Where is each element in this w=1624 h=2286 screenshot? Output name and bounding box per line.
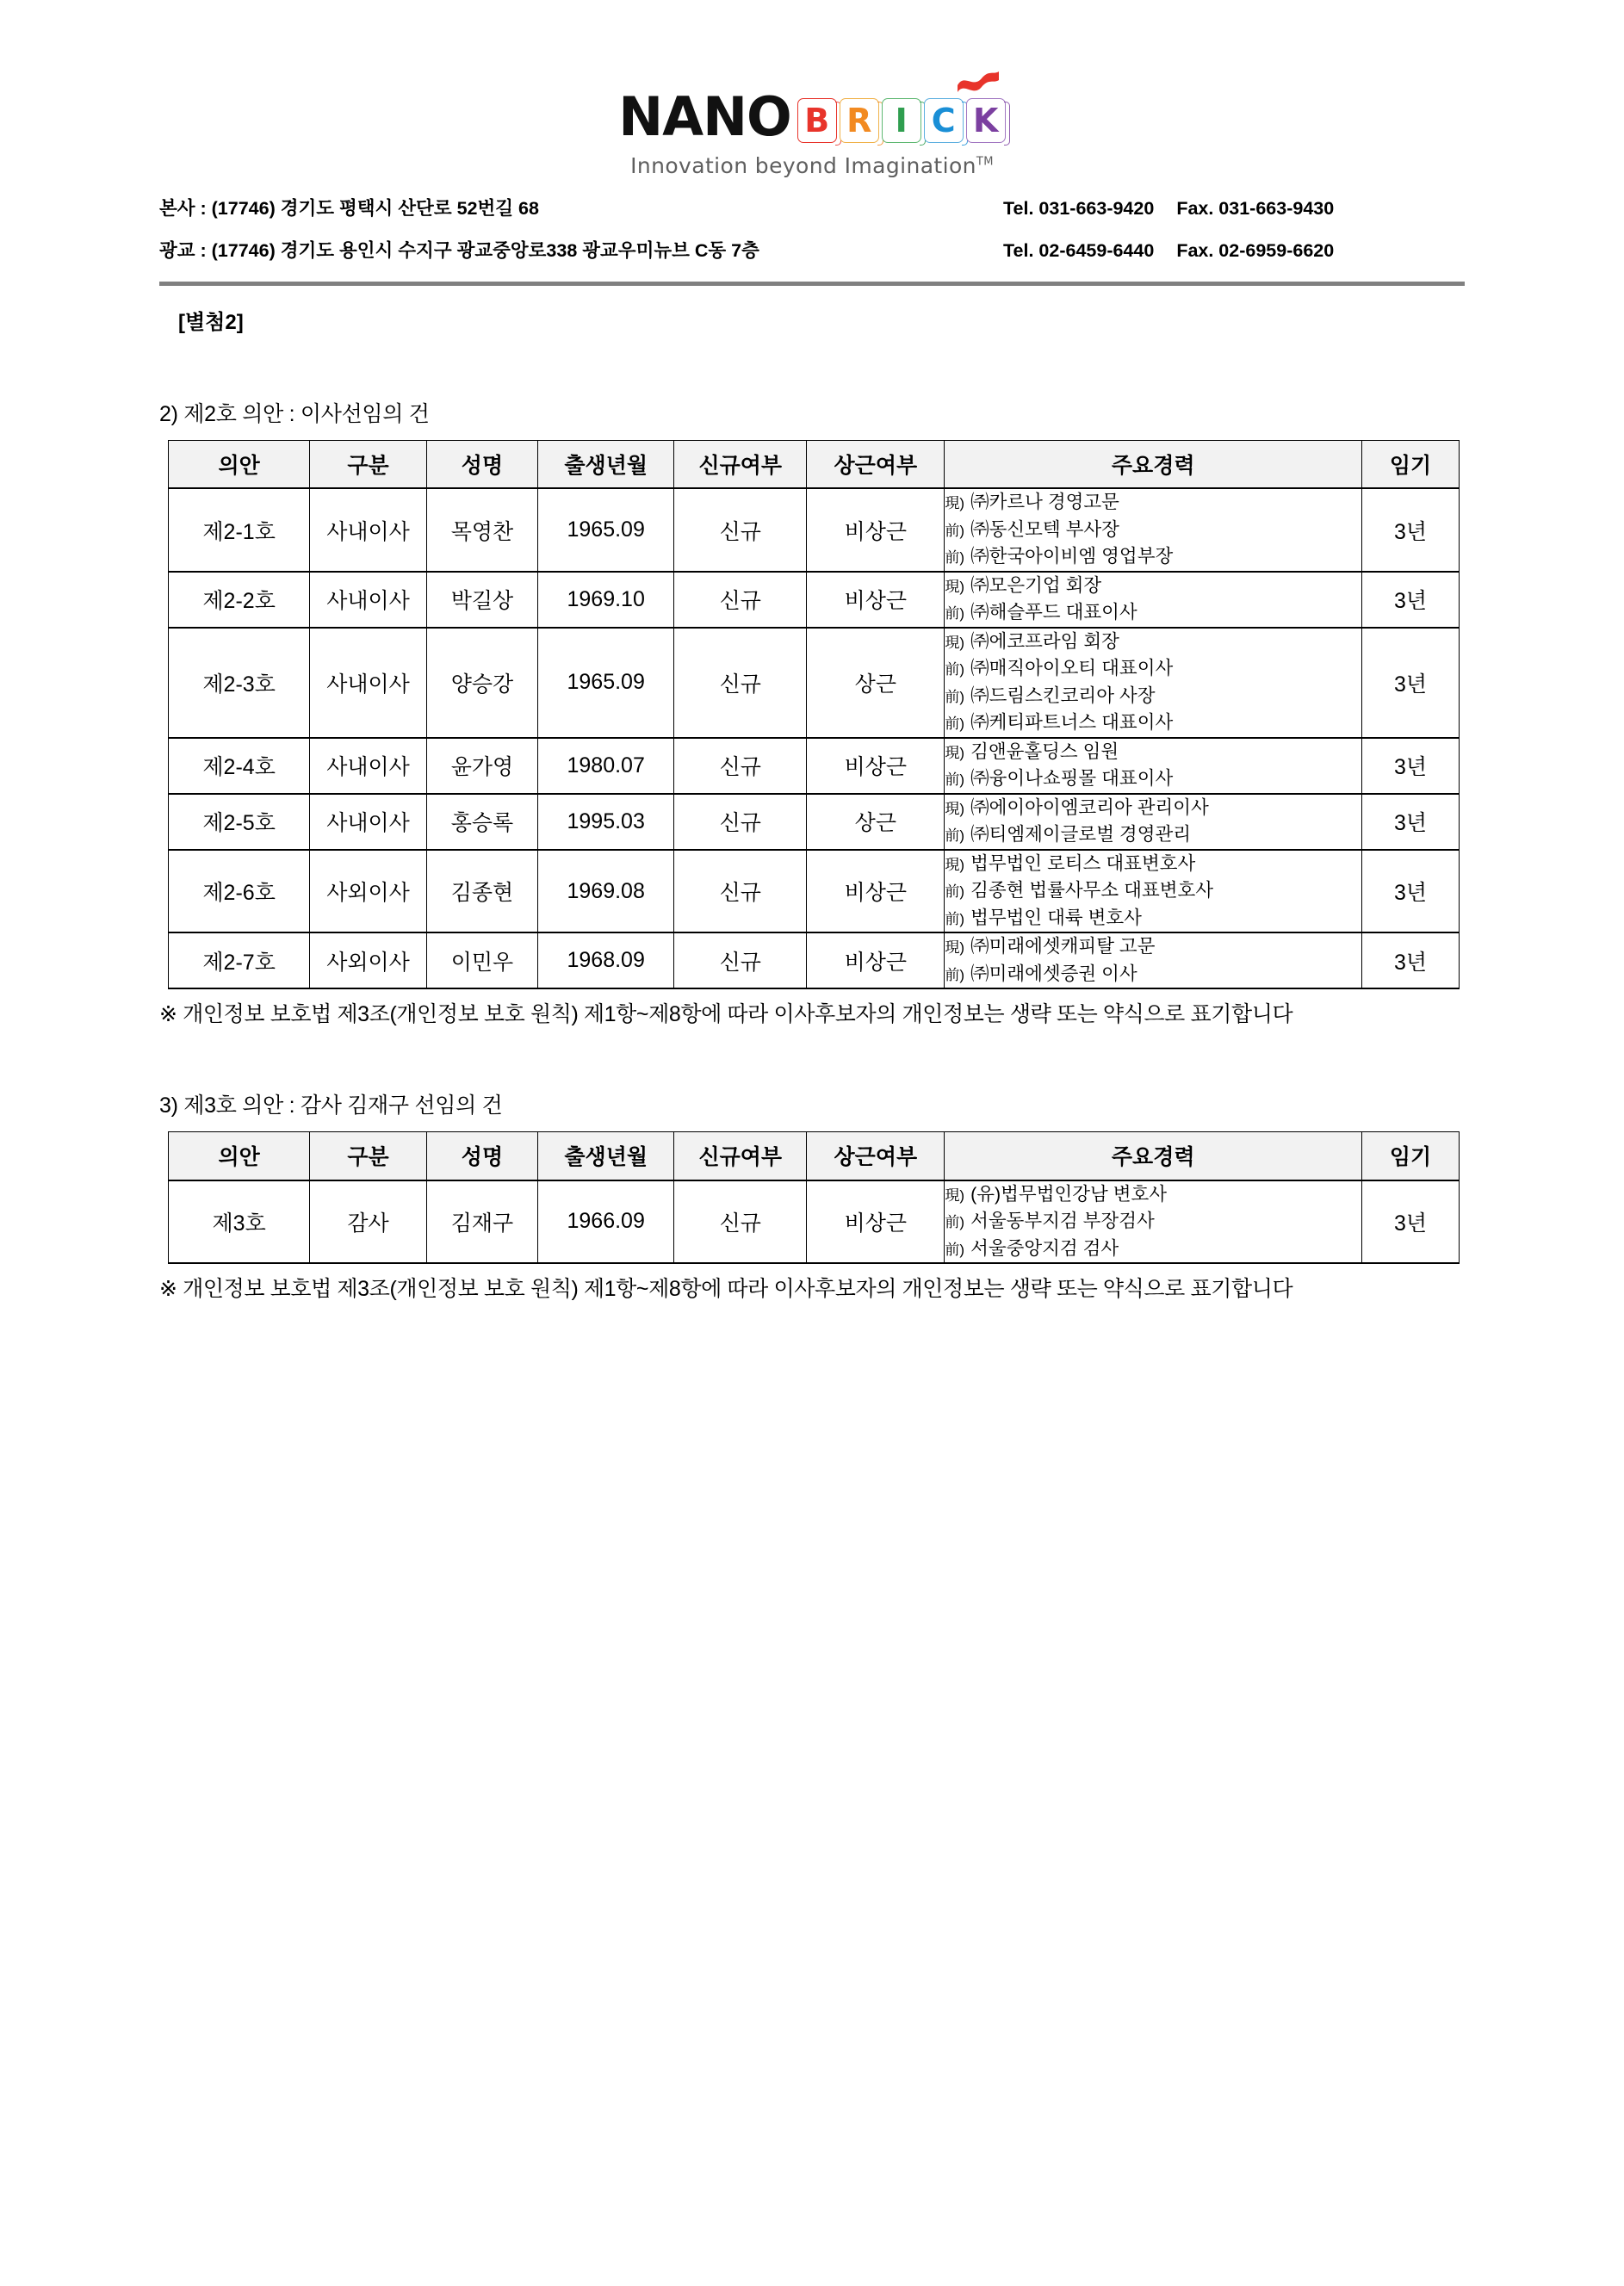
cell-name: 박길상 bbox=[426, 572, 537, 628]
career-line bbox=[945, 517, 1361, 544]
cell-type: 사외이사 bbox=[310, 932, 427, 988]
cell-term: 3년 bbox=[1362, 628, 1460, 738]
auditor-table-head bbox=[169, 1132, 1460, 1180]
cell-agenda: 제2-6호 bbox=[169, 850, 310, 933]
col-header-type: 구분 bbox=[310, 440, 427, 488]
col-header-agenda: 의안 bbox=[169, 440, 310, 488]
career-line bbox=[945, 1208, 1361, 1236]
career-description: ㈜매직아이오티 대표이사 bbox=[970, 658, 1174, 679]
career-description: ㈜카르나 경영고문 bbox=[970, 492, 1119, 513]
col-header-fulltime: 상근여부 bbox=[807, 440, 945, 488]
cell-type: 사내이사 bbox=[310, 738, 427, 794]
col-header-term: 임기 bbox=[1362, 440, 1460, 488]
address-line-gwanggyo bbox=[159, 239, 1465, 263]
logo-row bbox=[618, 85, 1005, 149]
col-header-career: 주요경력 bbox=[945, 1132, 1362, 1180]
career-description: 김앤윤홀딩스 임원 bbox=[970, 740, 1119, 762]
privacy-footnote-1: ※ 개인정보 보호법 제3조(개인정보 보호 원칙) 제1항~제8항에 따라 이사후보자의 개인정보는 생략 또는 약식으로 표기합니다 bbox=[159, 1002, 1293, 1027]
cell-fulltime-status: 비상근 bbox=[807, 738, 945, 794]
cell-birth: 1969.08 bbox=[538, 850, 674, 933]
career-description: 서울동부지검 부장검사 bbox=[970, 1211, 1155, 1231]
letterhead bbox=[159, 0, 1465, 286]
table-header-row bbox=[169, 1132, 1460, 1180]
career-period-mark: 前) bbox=[945, 688, 965, 705]
company-logo bbox=[159, 41, 1465, 149]
career-line bbox=[945, 683, 1361, 710]
col-header-new: 신규여부 bbox=[674, 1132, 807, 1180]
career-description: 서울중앙지검 검사 bbox=[970, 1237, 1119, 1259]
cell-new-status: 신규 bbox=[674, 572, 807, 628]
directors-table-head bbox=[169, 440, 1460, 488]
cell-new-status: 신규 bbox=[674, 628, 807, 738]
cell-type: 사내이사 bbox=[310, 572, 427, 628]
career-description: ㈜한국아이비엠 영업부장 bbox=[970, 546, 1174, 567]
cell-agenda: 제2-4호 bbox=[169, 738, 310, 794]
cell-agenda: 제2-5호 bbox=[169, 794, 310, 850]
cell-fulltime-status: 비상근 bbox=[807, 488, 945, 572]
cell-name: 목영찬 bbox=[426, 488, 537, 572]
career-description: 법무법인 대륙 변호사 bbox=[970, 907, 1142, 928]
career-description: ㈜티엠제이글로벌 경영관리 bbox=[970, 824, 1192, 846]
cell-agenda: 제2-7호 bbox=[169, 932, 310, 988]
col-header-type: 구분 bbox=[310, 1132, 427, 1180]
hq-tel: Tel. 031-663-9420 bbox=[1003, 198, 1155, 219]
career-line bbox=[945, 1236, 1361, 1263]
career-description: ㈜에이아이엠코리아 관리이사 bbox=[970, 796, 1209, 818]
cell-term: 3년 bbox=[1362, 794, 1460, 850]
career-line bbox=[945, 961, 1361, 988]
cell-birth: 1995.03 bbox=[538, 794, 674, 850]
career-period-mark: 前) bbox=[945, 716, 965, 733]
col-header-birth: 출생년월 bbox=[538, 1132, 674, 1180]
career-line bbox=[945, 599, 1361, 627]
auditor-table-body bbox=[169, 1180, 1460, 1264]
career-description: ㈜융이나쇼핑몰 대표이사 bbox=[970, 768, 1174, 790]
career-description: ㈜드림스킨코리아 사장 bbox=[970, 685, 1156, 706]
cell-fulltime-status: 상근 bbox=[807, 794, 945, 850]
letterhead-divider bbox=[159, 282, 1465, 286]
logo-tagline bbox=[159, 153, 1465, 178]
cell-fulltime-status: 비상근 bbox=[807, 572, 945, 628]
cell-career bbox=[945, 1180, 1362, 1264]
cell-type: 감사 bbox=[310, 1180, 427, 1264]
cell-new-status: 신규 bbox=[674, 1180, 807, 1264]
cell-birth: 1966.09 bbox=[538, 1180, 674, 1264]
directors-table bbox=[168, 440, 1460, 990]
table-row bbox=[169, 794, 1460, 850]
logo-brick-k: K bbox=[966, 98, 1006, 143]
career-description: ㈜모은기업 회장 bbox=[970, 574, 1102, 596]
career-period-mark: 前) bbox=[945, 661, 965, 678]
career-line bbox=[945, 629, 1361, 656]
cell-name: 윤가영 bbox=[426, 738, 537, 794]
cell-career bbox=[945, 850, 1362, 933]
career-line bbox=[945, 489, 1361, 517]
career-period-mark: 現) bbox=[945, 495, 965, 512]
trademark-mark: TM bbox=[976, 155, 994, 169]
cell-new-status: 신규 bbox=[674, 932, 807, 988]
career-period-mark: 前) bbox=[945, 883, 965, 901]
logo-brick-c: C bbox=[924, 98, 964, 143]
table-row bbox=[169, 628, 1460, 738]
career-period-mark: 現) bbox=[945, 800, 965, 817]
gwanggyo-fax: Fax. 02-6959-6620 bbox=[1176, 239, 1335, 261]
career-period-mark: 前) bbox=[945, 771, 965, 789]
cell-term: 3년 bbox=[1362, 738, 1460, 794]
attachment-tag: [별첨2] bbox=[178, 310, 244, 334]
logo-brick-r: R bbox=[840, 98, 879, 143]
tagline-text: Innovation beyond Imagination bbox=[630, 153, 976, 178]
career-line bbox=[945, 933, 1361, 961]
career-description: 김종현 법률사무소 대표변호사 bbox=[970, 880, 1214, 901]
table-row bbox=[169, 850, 1460, 933]
career-line bbox=[945, 739, 1361, 766]
cell-career bbox=[945, 572, 1362, 628]
section-agenda-2 bbox=[159, 397, 1465, 1031]
cell-career bbox=[945, 794, 1362, 850]
logo-flag-icon bbox=[956, 70, 1001, 92]
col-header-fulltime: 상근여부 bbox=[807, 1132, 945, 1180]
address-block bbox=[159, 197, 1465, 263]
table-row bbox=[169, 932, 1460, 988]
col-header-agenda: 의안 bbox=[169, 1132, 310, 1180]
address-line-headquarters bbox=[159, 197, 1465, 220]
career-description: ㈜미래에셋캐피탈 고문 bbox=[970, 936, 1156, 957]
hq-address: 본사 : (17746) 경기도 평택시 산단로 52번길 68 bbox=[159, 198, 539, 219]
cell-agenda: 제2-2호 bbox=[169, 572, 310, 628]
cell-term: 3년 bbox=[1362, 488, 1460, 572]
directors-table-body bbox=[169, 488, 1460, 988]
career-line bbox=[945, 543, 1361, 571]
col-header-birth: 출생년월 bbox=[538, 440, 674, 488]
cell-agenda: 제2-3호 bbox=[169, 628, 310, 738]
career-period-mark: 現) bbox=[945, 578, 965, 595]
career-period-mark: 現) bbox=[945, 856, 965, 873]
col-header-term: 임기 bbox=[1362, 1132, 1460, 1180]
section-agenda-3 bbox=[159, 1088, 1465, 1306]
agenda-3-heading: 3) 제3호 의안 : 감사 김재구 선임의 건 bbox=[159, 1093, 503, 1118]
logo-brick-b: B bbox=[797, 98, 837, 143]
cell-name: 이민우 bbox=[426, 932, 537, 988]
cell-career bbox=[945, 628, 1362, 738]
cell-type: 사내이사 bbox=[310, 794, 427, 850]
cell-name: 김종현 bbox=[426, 850, 537, 933]
col-header-name: 성명 bbox=[426, 1132, 537, 1180]
career-line bbox=[945, 851, 1361, 878]
career-period-mark: 前) bbox=[945, 1214, 965, 1230]
career-line bbox=[945, 1181, 1361, 1209]
career-period-mark: 前) bbox=[945, 605, 965, 623]
col-header-career: 주요경력 bbox=[945, 440, 1362, 488]
gwanggyo-address: 광교 : (17746) 경기도 용인시 수지구 광교중앙로338 광교우미뉴브 C동 7층 bbox=[159, 239, 759, 261]
table-row bbox=[169, 488, 1460, 572]
cell-type: 사외이사 bbox=[310, 850, 427, 933]
hq-fax: Fax. 031-663-9430 bbox=[1176, 198, 1335, 219]
table-header-row bbox=[169, 440, 1460, 488]
career-period-mark: 現) bbox=[945, 634, 965, 651]
cell-agenda: 제2-1호 bbox=[169, 488, 310, 572]
career-description: ㈜에코프라임 회장 bbox=[970, 630, 1119, 652]
cell-career bbox=[945, 932, 1362, 988]
career-description: 법무법인 로티스 대표변호사 bbox=[970, 852, 1196, 874]
cell-career bbox=[945, 738, 1362, 794]
career-line bbox=[945, 573, 1361, 600]
cell-term: 3년 bbox=[1362, 932, 1460, 988]
table-row bbox=[169, 1180, 1460, 1264]
cell-type: 사내이사 bbox=[310, 628, 427, 738]
table-row bbox=[169, 738, 1460, 794]
privacy-footnote-2: ※ 개인정보 보호법 제3조(개인정보 보호 원칙) 제1항~제8항에 따라 이사후보자의 개인정보는 생략 또는 약식으로 표기합니다 bbox=[159, 1277, 1293, 1301]
agenda-2-heading: 2) 제2호 의안 : 이사선임의 건 bbox=[159, 401, 430, 426]
logo-wordmark: NANO bbox=[618, 85, 791, 149]
cell-type: 사내이사 bbox=[310, 488, 427, 572]
cell-career bbox=[945, 488, 1362, 572]
career-line bbox=[945, 795, 1361, 822]
career-description: ㈜케티파트너스 대표이사 bbox=[970, 712, 1174, 734]
cell-fulltime-status: 비상근 bbox=[807, 932, 945, 988]
cell-new-status: 신규 bbox=[674, 738, 807, 794]
career-description: (유)법무법인강남 변호사 bbox=[970, 1183, 1168, 1205]
cell-term: 3년 bbox=[1362, 572, 1460, 628]
cell-fulltime-status: 상근 bbox=[807, 628, 945, 738]
cell-agenda: 제3호 bbox=[169, 1180, 310, 1264]
career-period-mark: 前) bbox=[945, 910, 965, 927]
cell-fulltime-status: 비상근 bbox=[807, 1180, 945, 1264]
career-period-mark: 現) bbox=[945, 744, 965, 761]
career-line bbox=[945, 905, 1361, 932]
cell-name: 김재구 bbox=[426, 1180, 537, 1264]
career-period-mark: 現) bbox=[945, 939, 965, 957]
cell-birth: 1969.10 bbox=[538, 572, 674, 628]
logo-brick-i: I bbox=[882, 98, 921, 143]
table-row bbox=[169, 572, 1460, 628]
career-line bbox=[945, 821, 1361, 849]
cell-new-status: 신규 bbox=[674, 488, 807, 572]
cell-new-status: 신규 bbox=[674, 794, 807, 850]
career-period-mark: 現) bbox=[945, 1186, 965, 1204]
cell-name: 홍승록 bbox=[426, 794, 537, 850]
career-line bbox=[945, 877, 1361, 905]
career-description: ㈜해슬푸드 대표이사 bbox=[970, 602, 1137, 623]
cell-name: 양승강 bbox=[426, 628, 537, 738]
career-description: ㈜동신모텍 부사장 bbox=[970, 518, 1119, 540]
career-line bbox=[945, 655, 1361, 683]
cell-birth: 1980.07 bbox=[538, 738, 674, 794]
career-line bbox=[945, 765, 1361, 793]
cell-term: 3년 bbox=[1362, 850, 1460, 933]
cell-birth: 1965.09 bbox=[538, 628, 674, 738]
auditor-table bbox=[168, 1131, 1460, 1264]
career-line bbox=[945, 709, 1361, 737]
career-period-mark: 前) bbox=[945, 549, 965, 567]
cell-birth: 1965.09 bbox=[538, 488, 674, 572]
col-header-name: 성명 bbox=[426, 440, 537, 488]
cell-new-status: 신규 bbox=[674, 850, 807, 933]
cell-birth: 1968.09 bbox=[538, 932, 674, 988]
career-period-mark: 前) bbox=[945, 966, 965, 983]
gwanggyo-tel: Tel. 02-6459-6440 bbox=[1003, 239, 1155, 261]
career-period-mark: 前) bbox=[945, 1241, 965, 1258]
cell-term: 3년 bbox=[1362, 1180, 1460, 1264]
career-description: ㈜미래에셋증권 이사 bbox=[970, 963, 1137, 984]
career-period-mark: 前) bbox=[945, 522, 965, 539]
career-period-mark: 前) bbox=[945, 827, 965, 845]
col-header-new: 신규여부 bbox=[674, 440, 807, 488]
cell-fulltime-status: 비상근 bbox=[807, 850, 945, 933]
